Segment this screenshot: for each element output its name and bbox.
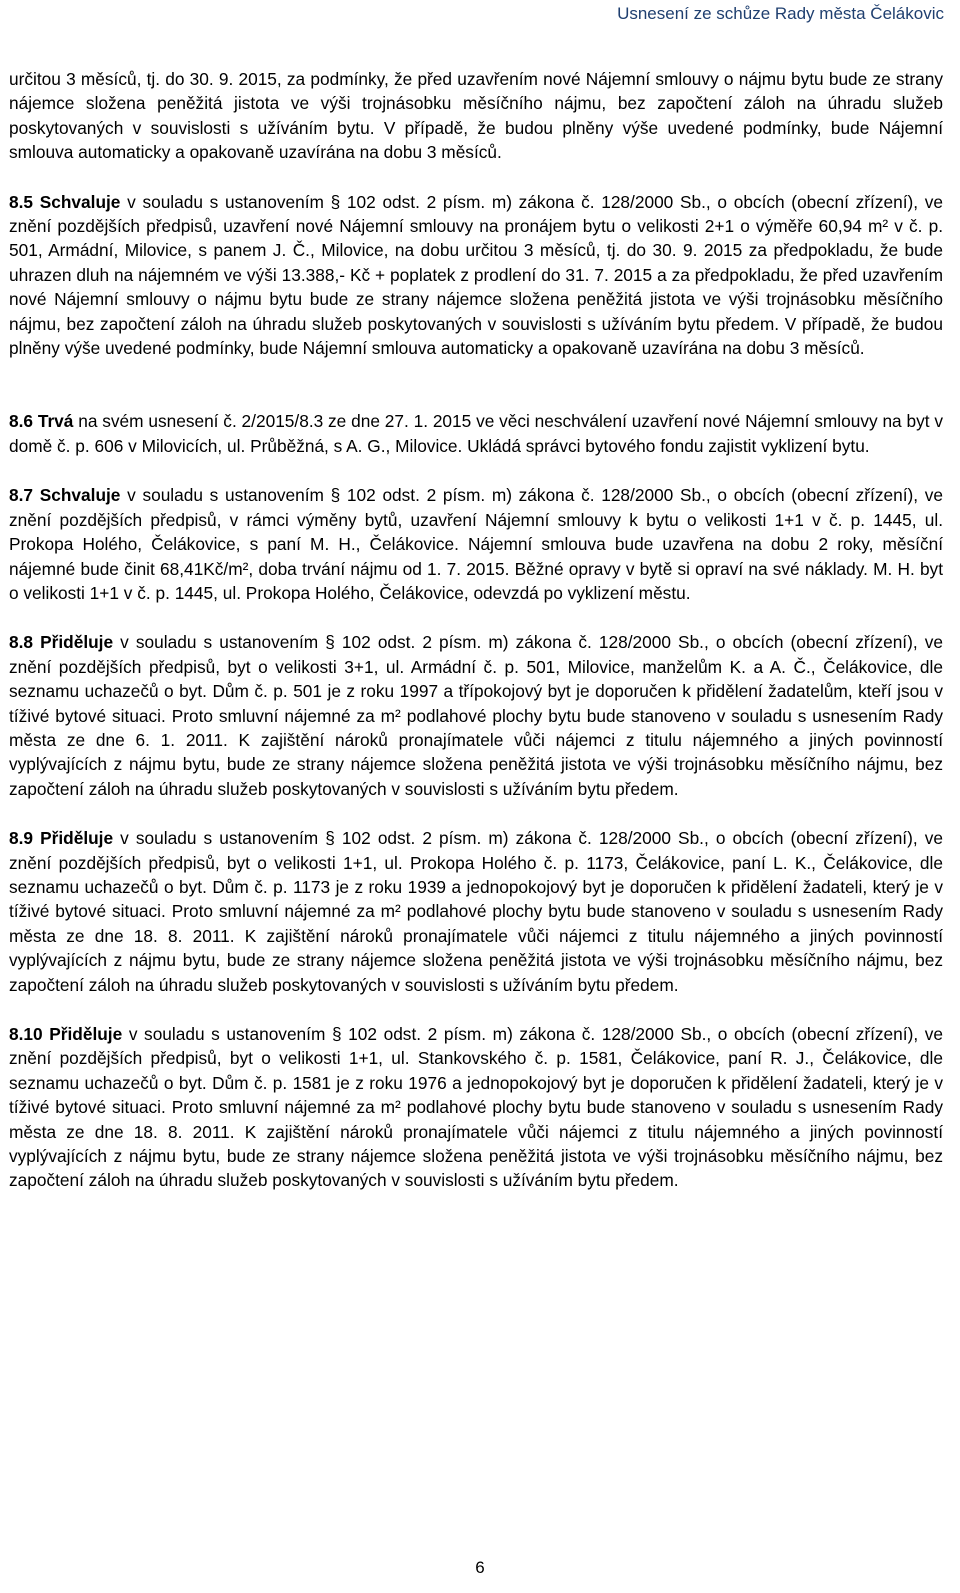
paragraph-text: v souladu s ustanovením § 102 odst. 2 písm. m) zákona č. 128/2000 Sb., o obcích (obecní zřízení), ve znění pozdějších předpisů, v rámci výměny bytů, uzavření Nájemní smlouvy k bytu o velikosti 1+1 v č. p. 1445, ul. Prokopa Holého, Čelákovice, s paní M. H., Čelákovice. Nájemní smlouva bude uzavřena na dobu 2 roky, měsíční nájemné bude činit 68,41Kč/m², doba trvání nájmu od 1. 7. 2015. Běžné opravy v bytě si opraví na své náklady. M. H. byt o velikosti 1+1 v č. p. 1445, ul. Prokopa Holého, Čelákovice, odevzdá po vyklizení městu. bbox=[9, 485, 943, 603]
resolution-8-5 bbox=[9, 190, 943, 361]
resolution-number: 8.8 bbox=[9, 632, 34, 653]
paragraph-text: v souladu s ustanovením § 102 odst. 2 písm. m) zákona č. 128/2000 Sb., o obcích (obecní zřízení), ve znění pozdějších předpisů, byt o velikosti 1+1, ul. Prokopa Holého č. p. 1173, Čelákovice, paní L. K., Čelákovice, dle seznamu uchazečů o byt. Dům č. p. 1173 je z roku 1939 a jednopokojový byt je doporučen k přidělení žadateli, který je v tíživé bytové situaci. Proto smluvní nájemné za m² podlahové plochy bytu bude stanoveno v souladu s usnesením Rady města ze dne 18. 8. 2011. K zajištění nároků pronajímatele vůči nájemci z titulu nájemného a jiných povinností vyplývajících z nájmu bytu, bude ze strany nájemce složena peněžitá jistota ve výši trojnásobku měsíčního nájmu, bez započtení záloh na úhradu služeb poskytovaných v souvislosti s užíváním bytu předem. bbox=[9, 828, 943, 995]
resolution-number: 8.9 bbox=[9, 828, 34, 849]
resolution-verb: Přiděluje bbox=[40, 632, 114, 653]
resolution-verb: Schvaluje bbox=[39, 485, 121, 506]
resolution-verb: Přiděluje bbox=[49, 1024, 123, 1044]
resolution-verb: Přiděluje bbox=[40, 828, 114, 849]
page-number: 6 bbox=[475, 1558, 485, 1577]
paragraph-text: na svém usnesení č. 2/2015/8.3 ze dne 27. 1. 2015 ve věci neschválení uzavření nové Nájemní smlouvy na byt v domě č. p. 606 v Milovicích, ul. Průběžná, s A. G., Milovice. Ukládá správci bytového fondu zajistit vyklizení bytu. bbox=[9, 411, 943, 456]
resolution-8-8 bbox=[9, 630, 943, 801]
resolution-8-6 bbox=[9, 409, 943, 458]
resolution-number: 8.6 bbox=[9, 411, 34, 432]
paragraph-text: v souladu s ustanovením § 102 odst. 2 písm. m) zákona č. 128/2000 Sb., o obcích (obecní zřízení), ve znění pozdějších předpisů, byt o velikosti 1+1, ul. Stankovského č. p. 1581, Čelákovice, paní R. J., Čelákovice, dle seznamu uchazečů o byt. Dům č. p. 1581 je z roku 1976 a jednopokojový byt je doporučen k přidělení žadateli, který je v tíživé bytové situaci. Proto smluvní nájemné za m² podlahové plochy bytu bude stanoveno v souladu s usnesením Rady města ze dne 18. 8. 2011. K zajištění nároků pronajímatele vůči nájemci z titulu nájemného a jiných povinností vyplývajících z nájmu bytu, bude ze strany nájemce složena peněžitá jistota ve výši trojnásobku měsíčního nájmu, bez započtení záloh na úhradu služeb poskytovaných v souvislosti s užíváním bytu předem. bbox=[9, 1024, 943, 1191]
paragraph-text: v souladu s ustanovením § 102 odst. 2 písm. m) zákona č. 128/2000 Sb., o obcích (obecní zřízení), ve znění pozdějších předpisů, uzavření nové Nájemní smlouvy na pronájem bytu o velikosti 2+1 o výměře 60,94 m² v č. p. 501, Armádní, Milovice, s panem J. Č., Milovice, na dobu určitou 3 měsíců, tj. do 30. 9. 2015 za předpokladu, že bude uhrazen dluh na nájemném ve výši 13.388,- Kč + poplatek z prodlení do 31. 7. 2015 a za předpokladu, že před uzavřením nové Nájemní smlouvy o nájmu bytu bude ze strany nájemce složena peněžitá jistota ve výši trojnásobku měsíčního nájmu, bez započtení záloh na úhradu služeb poskytovaných v souvislosti s užíváním bytu předem. V případě, že budou plněny výše uvedené podmínky, bude Nájemní smlouva automaticky a opakovaně uzavírána na dobu 3 měsíců. bbox=[9, 191, 943, 359]
paragraph-continuation bbox=[9, 67, 943, 165]
resolution-verb: Schvaluje bbox=[39, 191, 121, 212]
resolution-8-10 bbox=[9, 1022, 943, 1193]
resolution-8-7 bbox=[9, 483, 943, 605]
document-body bbox=[9, 67, 943, 1193]
resolution-8-9 bbox=[9, 826, 943, 997]
paragraph-text: v souladu s ustanovením § 102 odst. 2 písm. m) zákona č. 128/2000 Sb., o obcích (obecní zřízení), ve znění pozdějších předpisů, byt o velikosti 3+1, ul. Armádní č. p. 501, Milovice, manželům K. a A. Č., Čelákovice, dle seznamu uchazečů o byt. Dům č. p. 501 je z roku 1997 a třípokojový byt je doporučen k přidělení žadatelům, kteří jsou v tíživé bytové situaci. Proto smluvní nájemné za m² podlahové plochy bytu bude stanoveno v souladu s usnesením Rady města ze dne 6. 1. 2011. K zajištění nároků pronajímatele vůči nájemci z titulu nájemného a jiných povinností vyplývajících z nájmu bytu, bude ze strany nájemce složena peněžitá jistota ve výši trojnásobku měsíčního nájmu, bez započtení záloh na úhradu služeb poskytovaných v souvislosti s užíváním bytu předem. bbox=[9, 632, 943, 799]
resolution-verb: Trvá bbox=[37, 411, 74, 432]
resolution-number: 8.10 bbox=[9, 1024, 43, 1044]
resolution-number: 8.7 bbox=[9, 485, 34, 506]
page-header-title: Usnesení ze schůze Rady města Čelákovic bbox=[617, 4, 944, 23]
paragraph-text: určitou 3 měsíců, tj. do 30. 9. 2015, za podmínky, že před uzavřením nové Nájemní smlouvy o nájmu bytu bude ze strany nájemce složena peněžitá jistota ve výši trojnásobku měsíčního nájmu, bez započtení záloh na úhradu služeb poskytovaných v souvislosti s užíváním bytu. V případě, že budou plněny výše uvedené podmínky, bude Nájemní smlouva automaticky a opakovaně uzavírána na dobu 3 měsíců. bbox=[9, 69, 943, 163]
resolution-number: 8.5 bbox=[9, 191, 34, 212]
